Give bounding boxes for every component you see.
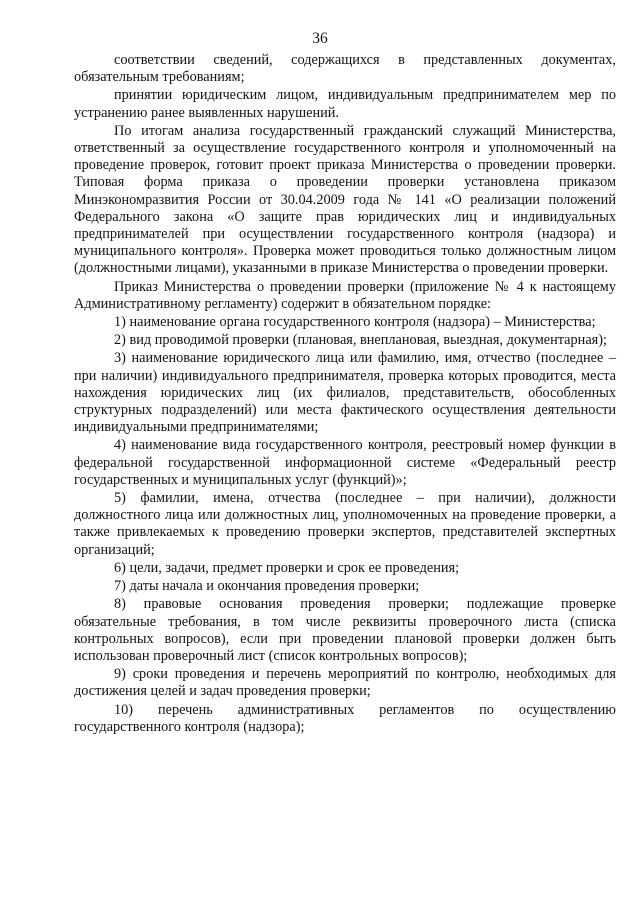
list-item: 10) перечень административных регламентов по осуществлению государственного контроля (надзора); (74, 701, 616, 735)
list-item: 4) наименование вида государственного контроля, реестровый номер функции в федеральной государственной информационной системе «Федеральный реестр государственных и муниципальных услуг (функций)»; (74, 437, 616, 488)
page-number: 36 (312, 30, 328, 47)
paragraph: По итогам анализа государственный гражданский служащий Министерства, ответственный за осуществление государственного контроля и уполномоченный на проведение проверок, готовит проект приказа Министерства о проведении проверки. Типовая форма приказа о проведении проверки установлена приказом Минэкономразвития России от 30.04.2009 года № 141 «О реализации положений Федерального закона «О защите прав юридических лиц и индивидуальных предпринимателей при осуществлении государственного контроля (надзора) и муниципального контроля». Проверка может проводиться только должностным лицом (должностными лицами), указанными в приказе Министерства о проведении проверки. (74, 122, 616, 277)
list-item: 1) наименование органа государственного контроля (надзора) – Министерства; (114, 314, 596, 331)
paragraph: принятии юридическим лицом, индивидуальным предпринимателем мер по устранению ранее выявленных нарушений. (74, 87, 616, 121)
paragraph: Приказ Министерства о проведении проверки (приложение № 4 к настоящему Административному регламенту) содержит в обязательном порядке: (74, 278, 616, 312)
list-item: 6) цели, задачи, предмет проверки и срок ее проведения; (114, 559, 460, 576)
document-body (74, 52, 616, 737)
list-item: 3) наименование юридического лица или фамилию, имя, отчество (последнее – при наличии) индивидуального предпринимателя, проверка которых проводится, места нахождения юридических лиц (их филиалов, представительств, обособленных структурных подразделений) или места фактического осуществления деятельности индивидуальными предпринимателями; (74, 350, 616, 436)
list-item: 7) даты начала и окончания проведения проверки; (114, 578, 420, 595)
list-item: 8) правовые основания проведения проверки; подлежащие проверке обязательные требования, в том числе реквизиты проверочного листа (списка контрольных вопросов), если при проведении плановой проверки должен быть использован проверочный лист (список контрольных вопросов); (74, 596, 616, 664)
list-item: 5) фамилии, имена, отчества (последнее – при наличии), должности должностного лица или должностных лиц, уполномоченных на проведение проверки, а также привлекаемых к проведению проверки экспертов, представителей экспертных организаций; (74, 490, 616, 558)
paragraph: соответствии сведений, содержащихся в представленных документах, обязательным требованиям; (74, 52, 616, 86)
list-item: 2) вид проводимой проверки (плановая, внеплановая, выездная, документарная); (114, 332, 607, 349)
list-item: 9) сроки проведения и перечень мероприятий по контролю, необходимых для достижения целей и задач проведения проверки; (74, 666, 616, 700)
